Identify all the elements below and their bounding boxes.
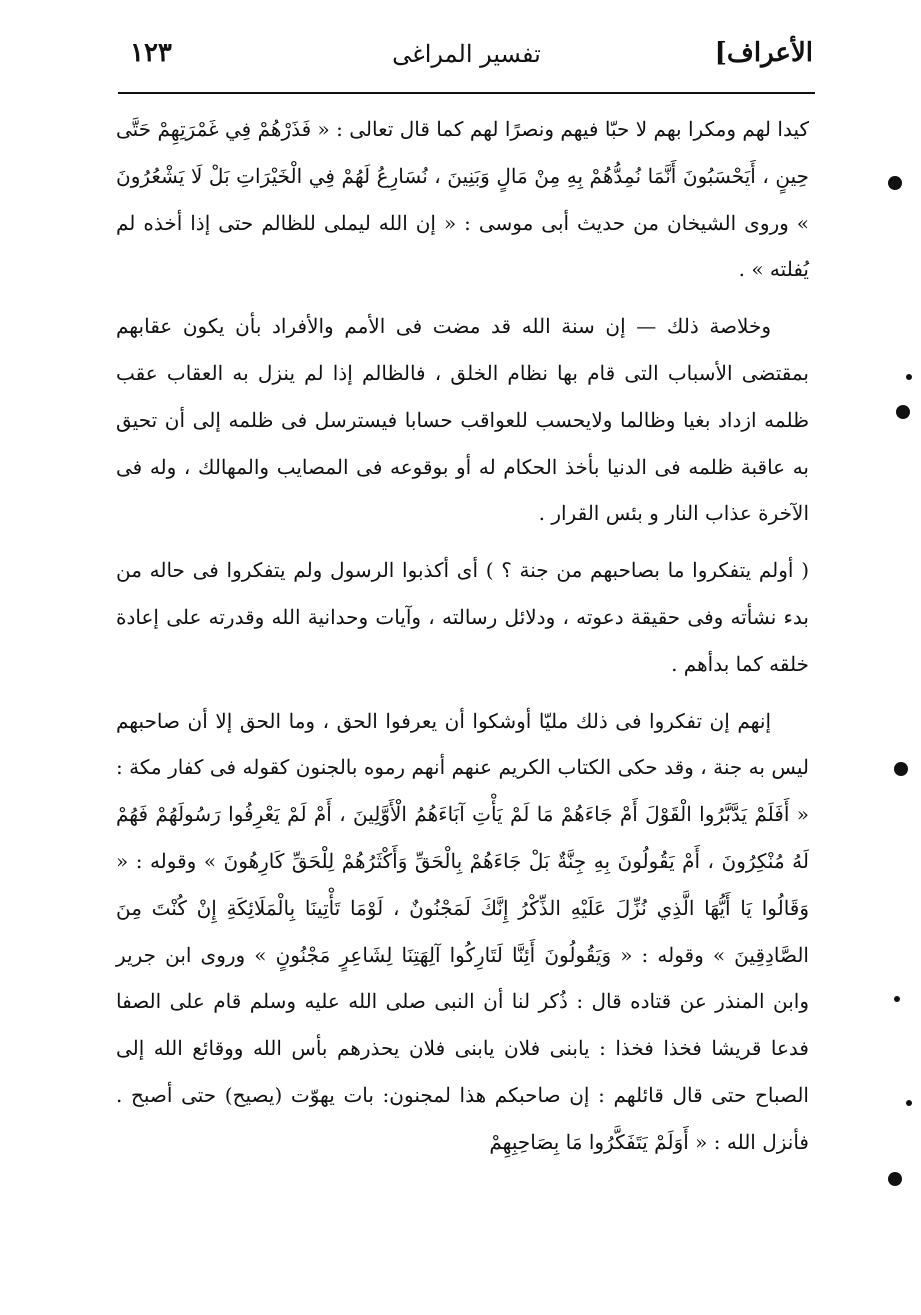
header-divider: [118, 92, 815, 94]
paragraph-2: وخلاصة ذلك — إن سنة الله قد مضت فى الأمم والأفراد بأن يكون عقابهم بمقتضى الأسباب التى قام بها نظام الخلق ، فالظالم إذا لم ينزل به العقاب عقب ظلمه ازداد بغيا وظالما ولايحسب للعواقب حسابا فيسترسل فى ظلمه إلى أن تحيق به عاقبة ظلمه فى الدنيا بأخذ الحكام له أو بوقوعه فى المصايب والمهالك ، وله فى الآخرة عذاب النار و بئس القرار .: [116, 314, 809, 526]
page-body: [116, 106, 809, 1166]
paragraph-1: كيدا لهم ومكرا بهم لا حبّا فيهم ونصرًا لهم كما قال تعالى : « فَذَرْهُمْ فِي غَمْرَتِهِمْ حَتَّى حِينٍ ، أَيَحْسَبُونَ أَنَّمَا نُمِدُّهُمْ بِهِ مِنْ مَالٍ وَبَنِينَ ، نُسَارِعُ لَهُمْ فِي الْخَيْرَاتِ بَلْ لَا يَشْعُرُونَ » وروى الشيخان من حديث أبى موسى : « إن الله ليملى للظالم حتى إذا أخذه لم يُفلته » .: [116, 117, 809, 282]
running-header: [120, 38, 813, 86]
surah-name: الأعراف]: [714, 38, 813, 68]
paragraph-4: إنهم إن تفكروا فى ذلك مليّا أوشكوا أن يعرفوا الحق ، وما الحق إلا أن صاحبهم ليس به جنة ، وقد حكى الكتاب الكريم عنهم أنهم رموه بالجنون كقوله فى كفار مكة : « أَفَلَمْ يَدَّبَّرُوا الْقَوْلَ أَمْ جَاءَهُمْ مَا لَمْ يَأْتِ آبَاءَهُمُ الْأَوَّلِينَ ، أَمْ لَمْ يَعْرِفُوا رَسُولَهُمْ فَهُمْ لَهُ مُنْكِرُونَ ، أَمْ يَقُولُونَ بِهِ جِنَّةٌ بَلْ جَاءَهُمْ بِالْحَقِّ وَأَكْثَرُهُمْ لِلْحَقِّ كَارِهُونَ » وقوله : « وَقَالُوا يَا أَيُّهَا الَّذِي نُزِّلَ عَلَيْهِ الذِّكْرُ إِنَّكَ لَمَجْنُونٌ ، لَوْمَا تَأْتِينَا بِالْمَلَائِكَةِ إِنْ كُنْتَ مِنَ الصَّادِقِينَ » وقوله : « وَيَقُولُونَ أَئِنَّا لَتَارِكُوا آلِهَتِنَا لِشَاعِرٍ مَجْنُونٍ » وروى ابن جرير وابن المنذر عن قتاده قال : ذُكر لنا أن النبى صلى الله عليه وسلم قام على الصفا فدعا قريشا فخذا فخذا : يابنى فلان يابنى فلان يحذرهم بأس الله ووقائع الله إلى الصباح حتى قال قائلهم : إن صاحبكم هذا لمجنون: بات يهوّت (يصيح) حتى أصبح . فأنزل الله : « أَوَلَمْ يَتَفَكَّرُوا مَا بِصَاحِبِهِمْ: [116, 708, 809, 1154]
scan-speck: [894, 996, 900, 1002]
book-title: تفسير المراغى: [392, 40, 541, 68]
scan-speck: [888, 1172, 902, 1186]
scan-speck: [888, 176, 902, 190]
scan-speck: [896, 405, 910, 419]
scan-speck: [906, 1100, 912, 1106]
scan-speck: [906, 374, 912, 380]
scan-speck: [894, 762, 908, 776]
page-number: ١٢٣: [130, 38, 172, 68]
paragraph-3: ( أولم يتفكروا ما بصاحبهم من جنة ؟ ) أى أكذبوا الرسول ولم يتفكروا فى حاله من بدء نشأته وفى حقيقة دعوته ، ودلائل رسالته ، وآيات وحدانية الله وقدرته على إعادة خلقه كما بدأهم .: [116, 558, 809, 676]
